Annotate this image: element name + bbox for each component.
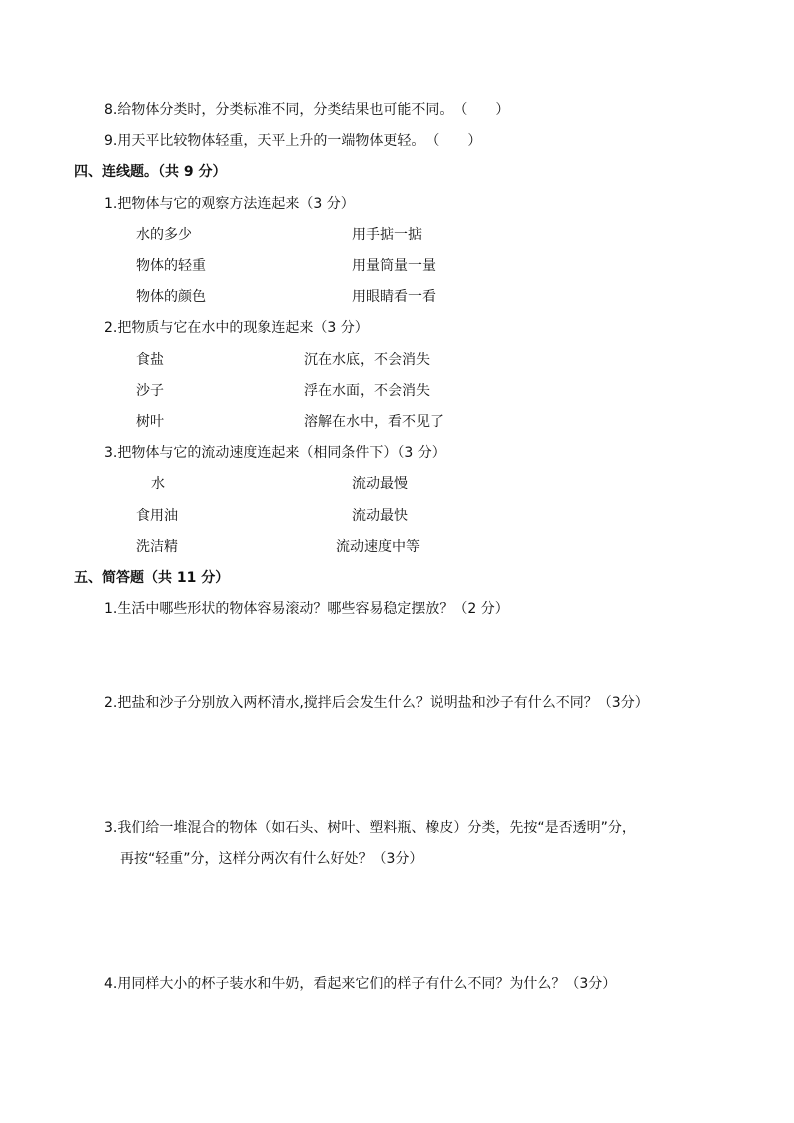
matching-q3-right-3[interactable]: 流动速度中等 bbox=[336, 539, 420, 555]
matching-q3-left-2[interactable]: 食用油 bbox=[136, 508, 178, 524]
matching-q2-prompt: 2.把物质与它在水中的现象连起来（3 分） bbox=[104, 320, 369, 336]
matching-q1-left-3[interactable]: 物体的颜色 bbox=[136, 289, 206, 305]
matching-q2-left-3[interactable]: 树叶 bbox=[136, 414, 164, 430]
question-8 bbox=[104, 100, 509, 120]
matching-q1-prompt: 1.把物体与它的观察方法连起来（3 分） bbox=[104, 196, 355, 212]
matching-q1-right-1[interactable]: 用手掂一掂 bbox=[352, 227, 422, 243]
matching-q2-right-1[interactable]: 沉在水底，不会消失 bbox=[304, 352, 430, 368]
matching-q3-left-3[interactable]: 洗洁精 bbox=[136, 539, 178, 555]
matching-q1-right-3[interactable]: 用眼睛看一看 bbox=[352, 289, 436, 305]
matching-q1-left-2[interactable]: 物体的轻重 bbox=[136, 258, 206, 274]
answer-blank-9[interactable]: （ ） bbox=[425, 133, 482, 149]
section-4-title: 四、连线题。（共 9 分） bbox=[74, 164, 227, 180]
matching-q2-right-3[interactable]: 溶解在水中，看不见了 bbox=[304, 414, 444, 430]
section-5-title: 五、简答题（共 11 分） bbox=[74, 570, 230, 586]
matching-q3-left-1[interactable]: 水 bbox=[151, 476, 165, 492]
question-9-text: 9.用天平比较物体轻重，天平上升的一端物体更轻。 bbox=[104, 133, 426, 149]
question-8-text: 8.给物体分类时，分类标准不同，分类结果也可能不同。 bbox=[104, 102, 454, 118]
matching-q3-right-1[interactable]: 流动最慢 bbox=[352, 476, 408, 492]
matching-q2-left-2[interactable]: 沙子 bbox=[136, 383, 164, 399]
short-answer-q2: 2.把盐和沙子分别放入两杯清水,搅拌后会发生什么？说明盐和沙子有什么不同？（3分） bbox=[104, 695, 649, 711]
short-answer-q4: 4.用同样大小的杯子装水和牛奶，看起来它们的样子有什么不同？为什么？（3分） bbox=[104, 976, 617, 992]
matching-q1-right-2[interactable]: 用量筒量一量 bbox=[352, 258, 436, 274]
short-answer-q3-line-2: 再按“轻重”分，这样分两次有什么好处？（3分） bbox=[120, 851, 424, 867]
question-9 bbox=[104, 131, 481, 151]
short-answer-q1: 1.生活中哪些形状的物体容易滚动？哪些容易稳定摆放？（2 分） bbox=[104, 601, 509, 617]
matching-q2-right-2[interactable]: 浮在水面，不会消失 bbox=[304, 383, 430, 399]
matching-q3-right-2[interactable]: 流动最快 bbox=[352, 508, 408, 524]
matching-q1-left-1[interactable]: 水的多少 bbox=[136, 227, 192, 243]
matching-q3-prompt: 3.把物体与它的流动速度连起来（相同条件下）（3 分） bbox=[104, 445, 446, 461]
short-answer-q3-line-1: 3.我们给一堆混合的物体（如石头、树叶、塑料瓶、橡皮）分类，先按“是否透明”分， bbox=[104, 820, 636, 836]
answer-blank-8[interactable]: （ ） bbox=[453, 102, 510, 118]
matching-q2-left-1[interactable]: 食盐 bbox=[136, 352, 164, 368]
